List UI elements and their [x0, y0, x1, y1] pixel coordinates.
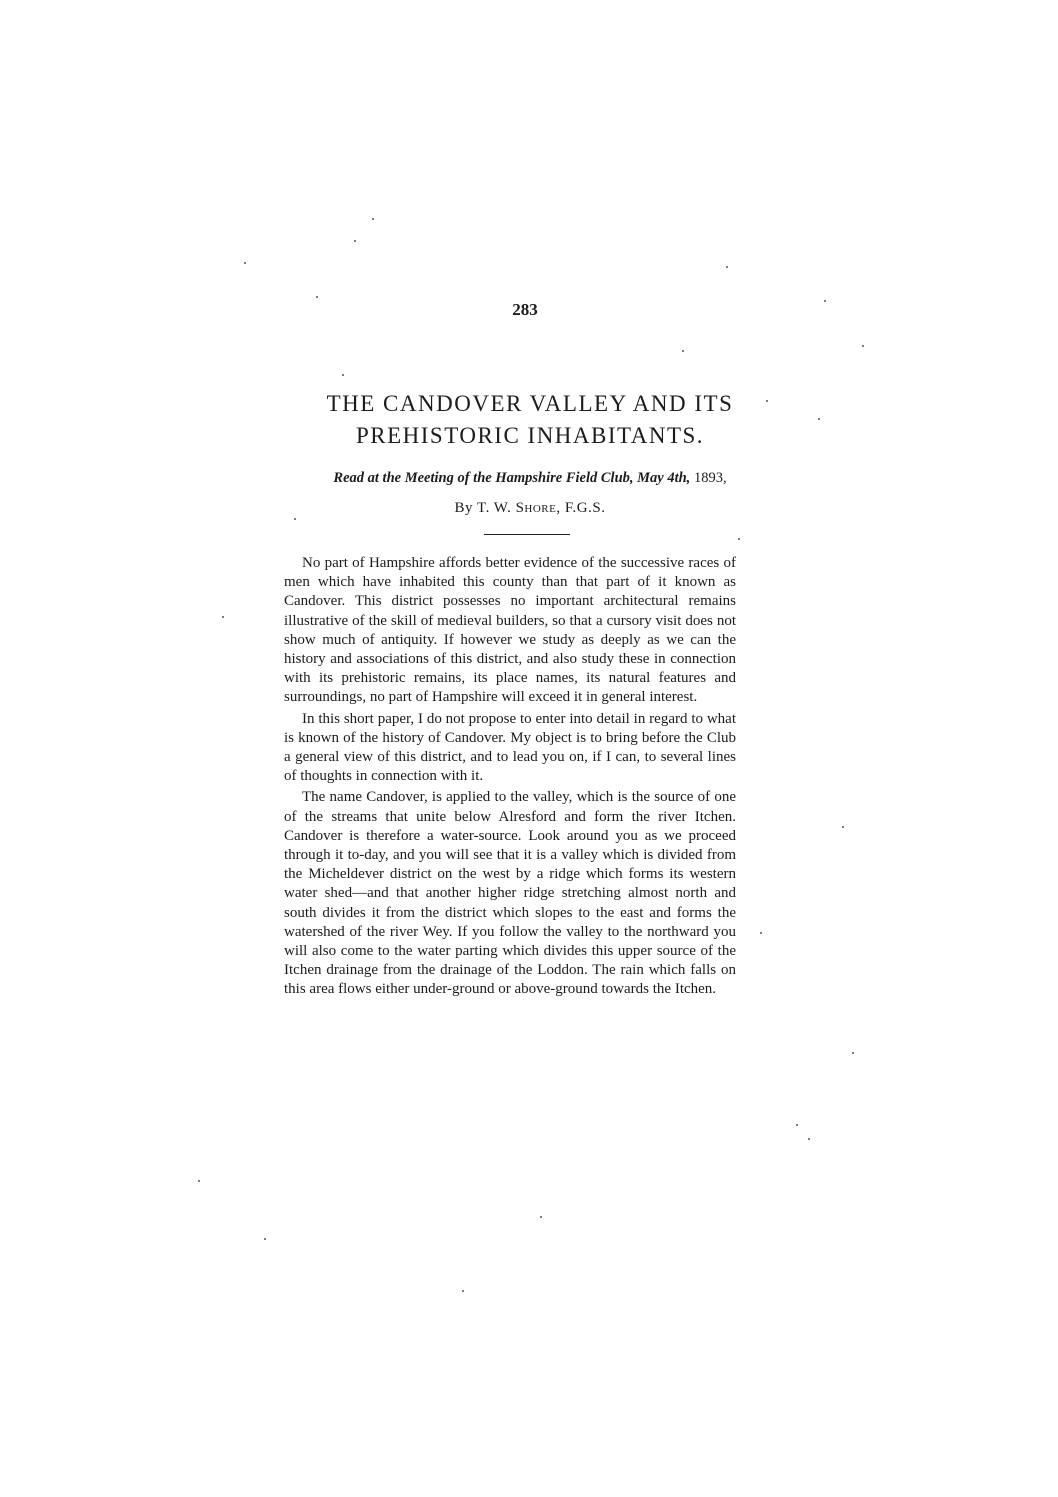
speck — [726, 266, 728, 268]
paragraph-1: No part of Hampshire affords better evidence of the successive races of men which have inhabited this county than that part of it known as Candover. This district possesses no important architectural remains illustrative of the skill of medieval builders, so that a cursory visit does not show much of antiquity. If however we study as deeply as we can the history and associations of this district, and also study these in connection with its prehistoric remains, its place names, its natural features and surroundings, no part of Hampshire will exceed it in general interest. — [284, 555, 736, 706]
byline-by: By T. W. — [454, 500, 512, 516]
speck — [824, 300, 826, 302]
speck — [796, 1124, 798, 1126]
author-name: Shore — [515, 500, 557, 516]
speck — [738, 538, 740, 540]
speck — [462, 1290, 464, 1292]
speck — [354, 240, 356, 242]
article-title-line-1: THE CANDOVER VALLEY AND ITS — [326, 391, 734, 416]
speck — [842, 826, 844, 828]
article-title — [220, 388, 840, 452]
author-byline — [200, 500, 860, 517]
speck — [198, 1180, 200, 1182]
speck — [760, 932, 762, 934]
reading-note-year: 1893, — [693, 470, 727, 486]
speck — [222, 616, 224, 618]
speck — [818, 418, 820, 420]
speck — [264, 1238, 266, 1240]
speck — [852, 1052, 854, 1054]
paragraph-3: The name Candover, is applied to the valley, which is the source of one of the streams that unite below Alresford and form the river Itchen. Candover is therefore a water-source. Look around you as we proceed through it to-day, and you will see that it is a valley which is divided from the Micheldever district on the west by a ridge which forms its western water shed—and that another higher ridge stretching almost north and south divides it from the district which slopes to the east and forms the watershed of the river Wey. If you follow the valley to the northward you will also come to the water parting which divides this upper source of the Itchen drainage from the drainage of the Loddon. The rain which falls on this area flows either under-ground or above-ground towards the Itchen. — [284, 789, 736, 998]
author-credentials: , F.G.S. — [556, 500, 606, 516]
article-title-line-2: PREHISTORIC INHABITANTS. — [355, 423, 705, 448]
speck — [244, 262, 246, 264]
page-number: 283 — [512, 300, 538, 319]
speck — [862, 345, 864, 347]
speck — [372, 218, 374, 220]
speck — [766, 400, 768, 402]
speck — [808, 1138, 810, 1140]
reading-note-text: Read at the Meeting of the Hampshire Field Club, May 4th, — [333, 470, 691, 486]
speck — [316, 296, 318, 298]
speck — [682, 350, 684, 352]
article-body — [284, 554, 736, 1002]
speck — [540, 1216, 542, 1218]
paragraph-2: In this short paper, I do not propose to enter into detail in regard to what is known of the history of Candover. My object is to bring before the Club a general view of this district, and to lead you on, if I can, to several lines of thoughts in connection with it. — [284, 710, 736, 785]
speck — [294, 518, 296, 520]
title-divider — [484, 534, 570, 535]
speck — [342, 374, 344, 376]
reading-note — [200, 470, 860, 487]
